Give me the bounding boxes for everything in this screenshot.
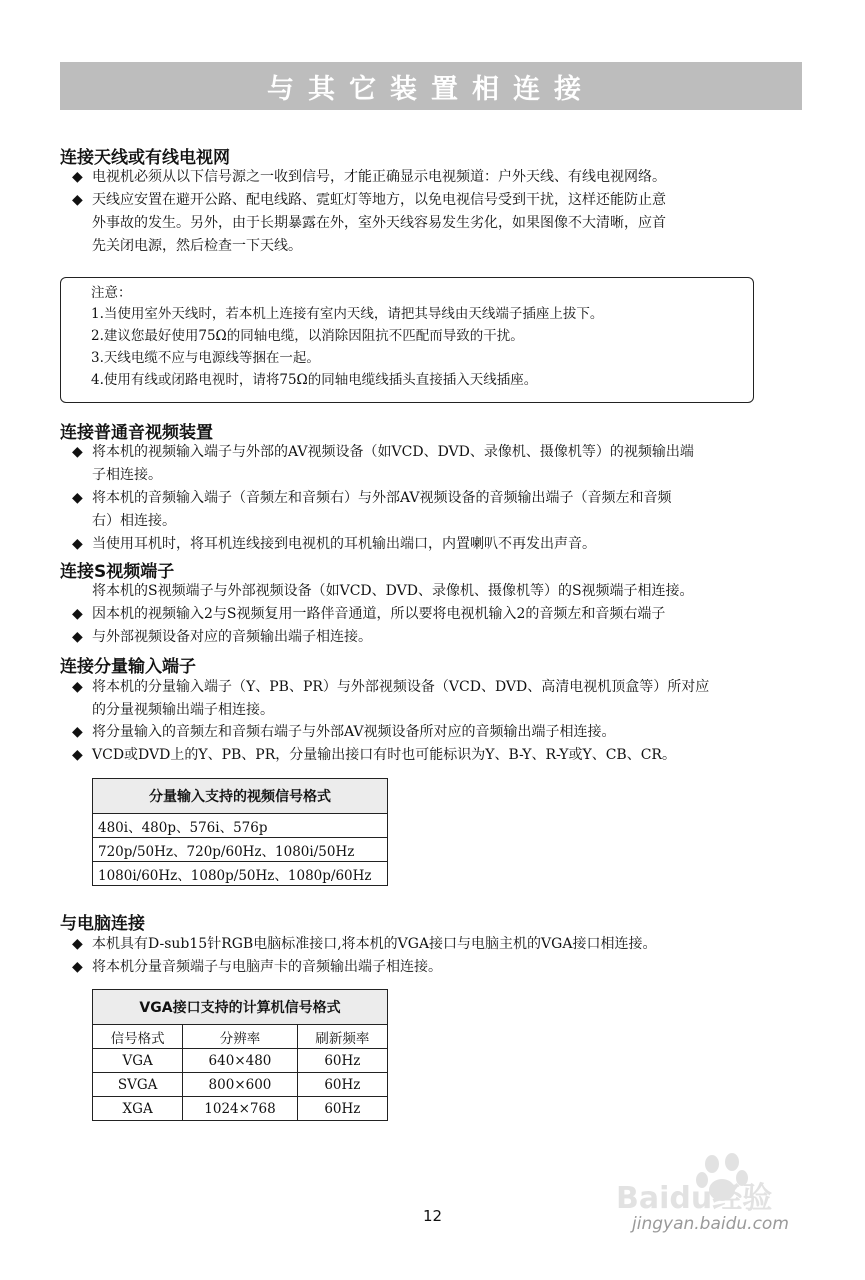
av-bullet-1: ◆ 将本机的视频输入端子与外部的AV视频设备（如VCD、DVD、录像机、摄像机等）的视频输出端 子相连接。 [72,441,802,487]
table-row: VGA 640×480 60Hz [93,1049,388,1073]
table-title: VGA接口支持的计算机信号格式 [93,990,388,1025]
bullet-icon: ◆ [72,959,83,975]
watermark-brand: Baidu经验 [616,1181,773,1216]
section-heading-svideo: 连接S视频端子 [60,562,175,582]
note-item-2: 2.建议您最好使用75Ω的同轴电缆，以消除因阻抗不匹配而导致的干扰。 [91,328,524,344]
bullet-icon: ◆ [72,536,83,552]
table-header: 分辨率 [183,1025,297,1049]
page-title-bar [60,62,802,110]
svideo-line-1: 将本机的S视频端子与外部视频设备（如VCD、DVD、录像机、摄像机等）的S视频端子相连接。 [92,583,694,599]
pc-bullet-2: ◆ 将本机分量音频端子与电脑声卡的音频输出端子相连接。 [72,956,802,979]
note-item-4: 4.使用有线或闭路电视时，请将75Ω的同轴电缆线插头直接插入天线插座。 [91,372,538,388]
note-label: 注意： [91,285,132,301]
bullet-icon: ◆ [72,724,83,740]
pc-bullet-1: ◆ 本机具有D-sub15针RGB电脑标准接口,将本机的VGA接口与电脑主机的VGA接口相连接。 [72,933,802,956]
bullet-icon: ◆ [72,444,83,460]
note-item-3: 3.天线电缆不应与电源线等捆在一起。 [91,350,320,366]
bullet-icon: ◆ [72,169,83,185]
watermark-url: jingyan.baidu.com [632,1214,789,1234]
component-bullet-2: ◆ 将分量输入的音频左和音频右端子与外部AV视频设备所对应的音频输出端子相连接。 [72,721,802,744]
antenna-bullet-2: ◆ 天线应安置在避开公路、配电线路、霓虹灯等地方，以免电视信号受到干扰，这样还能防止意 外事故的发生。另外，由于长期暴露在外，室外天线容易发生劣化，如果图像不大清晰，应首 先关闭电源，然后检查一下天线。 [72,189,802,258]
component-bullet-3: ◆ VCD或DVD上的Y、PB、PR，分量输出接口有时也可能标识为Y、B-Y、R-Y或Y、CB、CR。 [72,744,802,767]
table-row: 1080i/60Hz、1080p/50Hz、1080p/60Hz [93,862,388,886]
bullet-icon: ◆ [72,629,83,645]
bullet-icon: ◆ [72,679,83,695]
page-title: 与其它装置相连接 [267,73,595,105]
table-row: 720p/50Hz、720p/60Hz、1080i/50Hz [93,838,388,862]
vga-format-table [92,989,388,1121]
page-number: 12 [422,1207,443,1225]
bullet-icon: ◆ [72,192,83,208]
svideo-bullet-1: ◆ 因本机的视频输入2与S视频复用一路伴音通道，所以要将电视机输入2的音频左和音频右端子 [72,603,802,626]
table-row: 480i、480p、576i、576p [93,814,388,838]
section-heading-pc: 与电脑连接 [60,914,145,934]
svideo-bullet-2: ◆ 与外部视频设备对应的音频输出端子相连接。 [72,626,802,649]
bullet-icon: ◆ [72,490,83,506]
table-row: XGA 1024×768 60Hz [93,1097,388,1121]
component-bullet-1: ◆ 将本机的分量输入端子（Y、PB、PR）与外部视频设备（VCD、DVD、高清电视机顶盒等）所对应 的分量视频输出端子相连接。 [72,676,802,722]
note-box [60,277,754,403]
section-heading-component: 连接分量输入端子 [60,657,196,677]
table-header: 刷新频率 [297,1025,387,1049]
av-bullet-3: ◆ 当使用耳机时，将耳机连线接到电视机的耳机输出端口，内置喇叭不再发出声音。 [72,533,802,556]
component-format-table [92,778,388,886]
section-heading-antenna: 连接天线或有线电视网 [60,148,230,168]
table-title: 分量输入支持的视频信号格式 [93,779,388,814]
bullet-icon: ◆ [72,747,83,763]
table-header: 信号格式 [93,1025,183,1049]
table-row: SVGA 800×600 60Hz [93,1073,388,1097]
bullet-icon: ◆ [72,936,83,952]
antenna-bullet-1: ◆ 电视机必须从以下信号源之一收到信号，才能正确显示电视频道：户外天线、有线电视网络。 [72,166,802,189]
note-item-1: 1.当使用室外天线时，若本机上连接有室内天线，请把其导线由天线端子插座上拔下。 [91,306,604,322]
av-bullet-2: ◆ 将本机的音频输入端子（音频左和音频右）与外部AV视频设备的音频输出端子（音频左和音频 右）相连接。 [72,487,802,533]
section-heading-av: 连接普通音视频装置 [60,423,213,443]
bullet-icon: ◆ [72,606,83,622]
